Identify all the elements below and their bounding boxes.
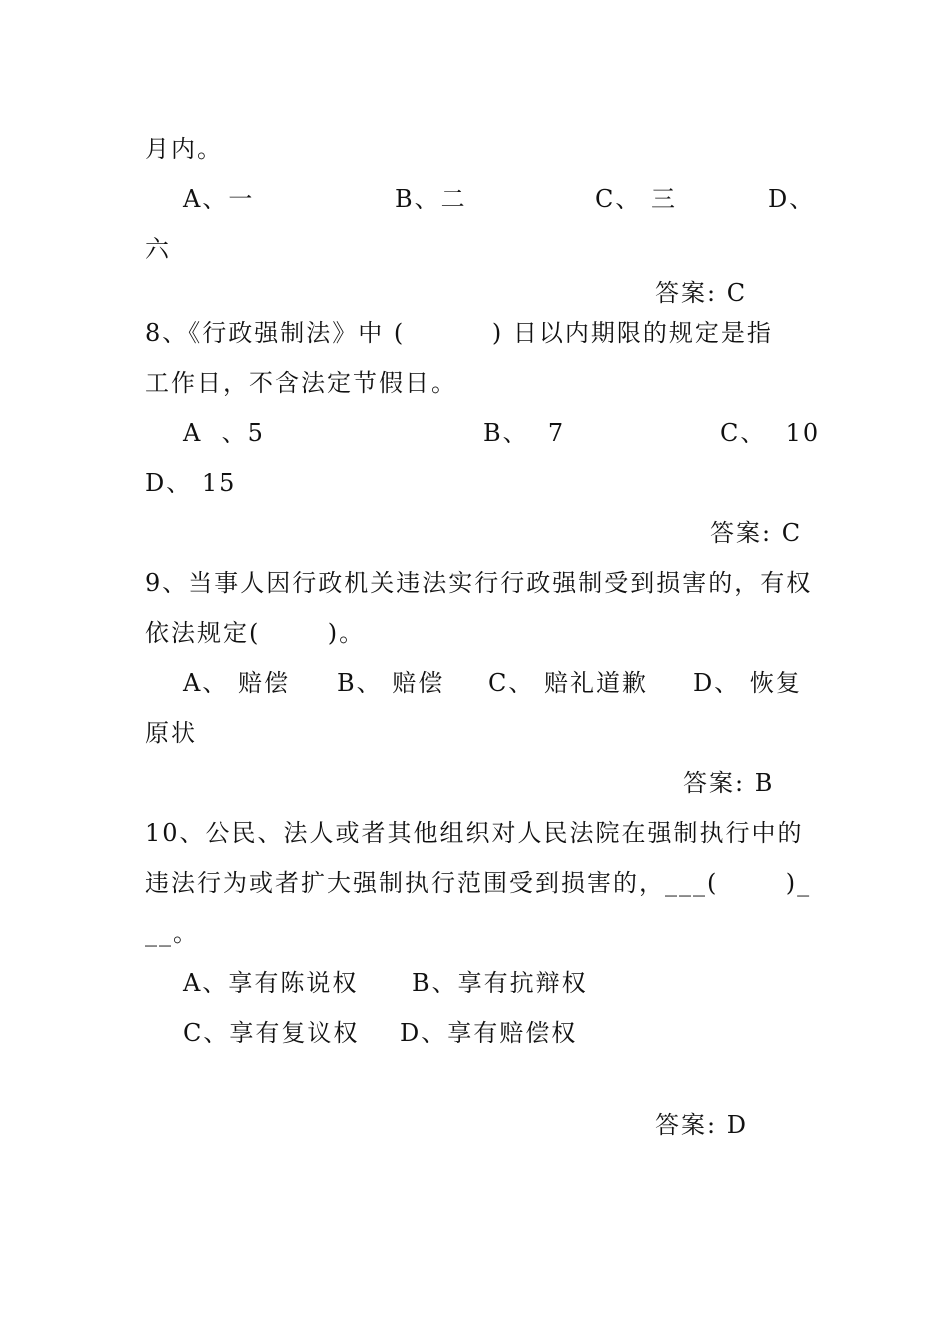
option-d-continued: 原状 bbox=[145, 719, 197, 747]
option-d-continued: 六 bbox=[145, 235, 171, 263]
option-d: D、享有赔偿权 bbox=[400, 1019, 578, 1047]
question-8-line-1: 8、《行政强制法》中 ( ) 日以内期限的规定是指 bbox=[145, 319, 773, 347]
option-d: D、 bbox=[768, 185, 816, 213]
option-a: A、享有陈说权 bbox=[183, 969, 359, 997]
option-c: C、享有复议权 bbox=[183, 1019, 360, 1047]
option-d: D、 15 bbox=[145, 469, 237, 497]
option-c: C、 10 bbox=[720, 419, 821, 447]
option-c: C、 赔礼道歉 bbox=[488, 669, 648, 697]
option-c: C、 三 bbox=[595, 185, 677, 213]
answer: 答案: C bbox=[655, 279, 748, 307]
answer: 答案: C bbox=[710, 519, 803, 547]
option-a: A 、5 bbox=[183, 419, 265, 447]
option-b: B、享有抗辩权 bbox=[412, 969, 588, 997]
question-9-line-1: 9、当事人因行政机关违法实行行政强制受到损害的，有权 bbox=[145, 569, 813, 597]
answer: 答案: D bbox=[655, 1111, 748, 1139]
question-9-line-2: 依法规定( )。 bbox=[145, 619, 366, 647]
option-b: B、 赔偿 bbox=[337, 669, 445, 697]
option-a: A、 赔偿 bbox=[183, 669, 290, 697]
question-10-line-3: __。 bbox=[145, 919, 199, 947]
text-line: 月内。 bbox=[145, 135, 223, 163]
option-b: B、二 bbox=[395, 185, 467, 213]
answer: 答案: B bbox=[683, 769, 775, 797]
question-10-line-1: 10、公民、法人或者其他组织对人民法院在强制执行中的 bbox=[145, 819, 804, 847]
option-d: D、 恢复 bbox=[693, 669, 802, 697]
question-8-line-2: 工作日，不含法定节假日。 bbox=[145, 369, 457, 397]
option-a: A、一 bbox=[183, 185, 255, 213]
question-10-line-2: 违法行为或者扩大强制执行范围受到损害的，___( )_ bbox=[145, 869, 812, 897]
option-b: B、 7 bbox=[483, 419, 566, 447]
